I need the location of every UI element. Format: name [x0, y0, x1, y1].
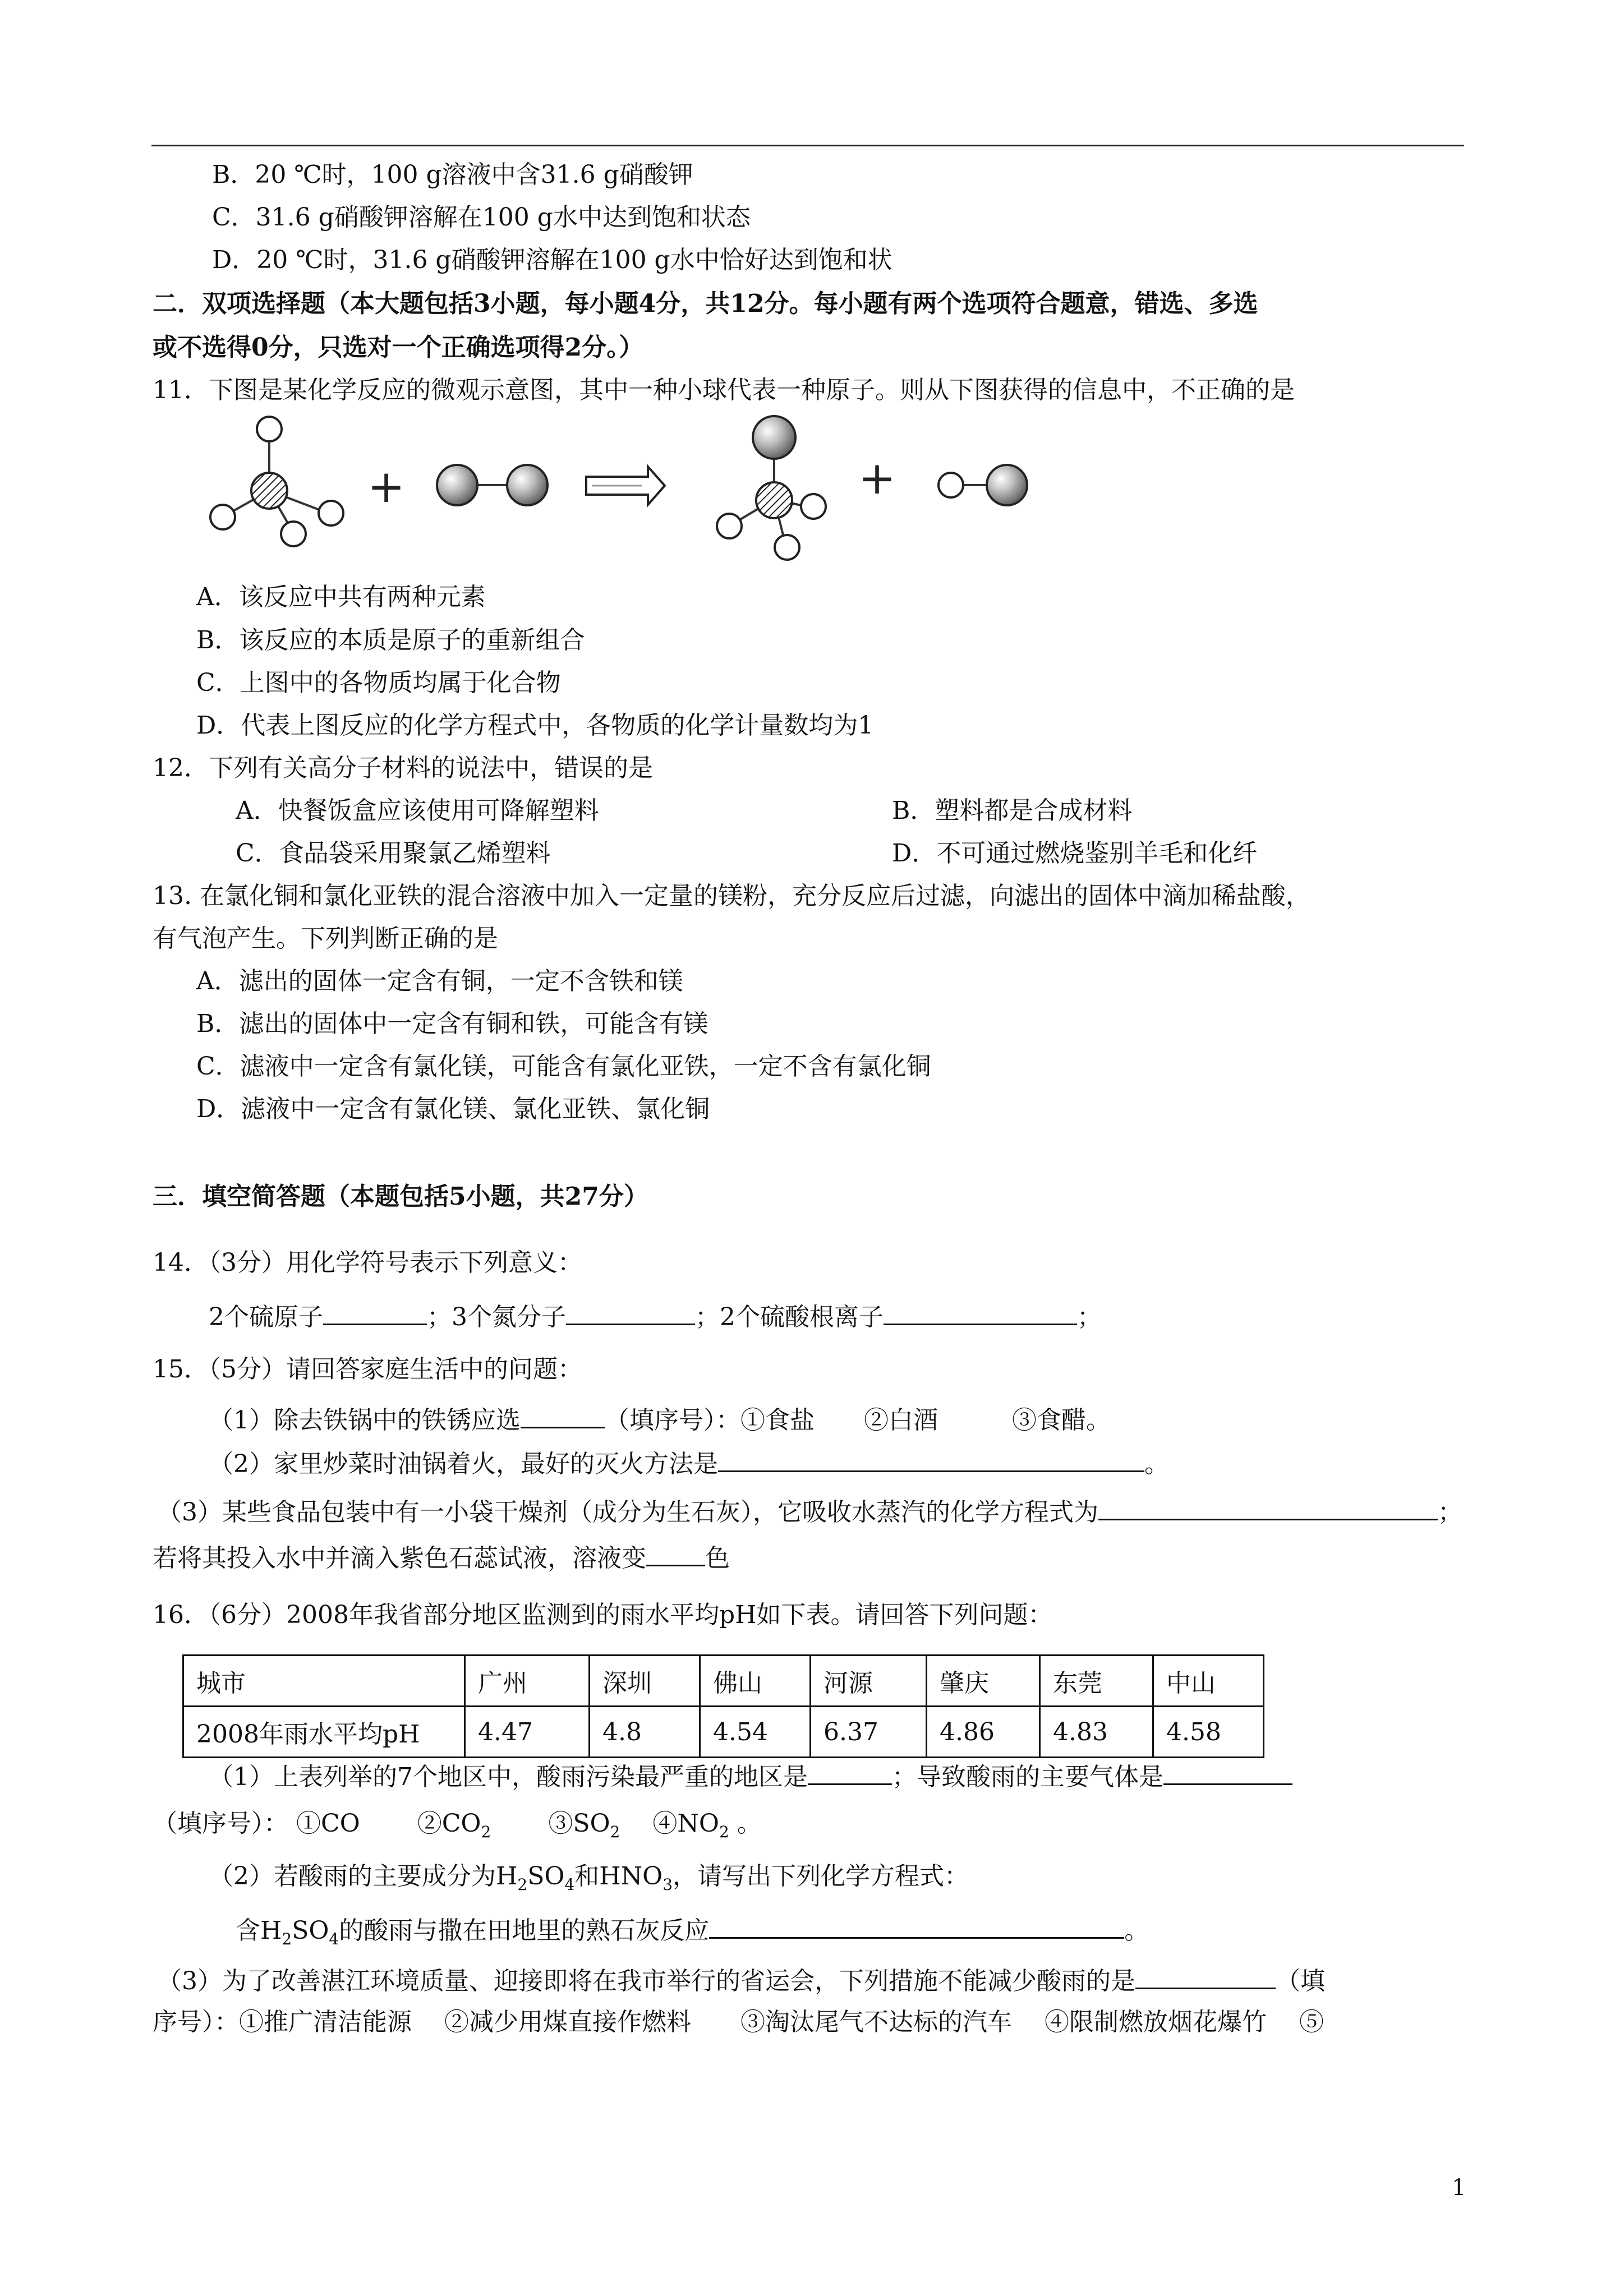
q16-stem: 16．（6分）2008年我省部分地区监测到的雨水平均pH如下表。请回答下列问题：: [153, 1601, 1053, 1629]
table-cell: 4.58: [1153, 1707, 1264, 1758]
q11-option-a: A．该反应中共有两种元素: [196, 583, 486, 611]
q10-option-c: C．31.6 g硝酸钾溶解在100 g水中达到饱和状态: [212, 203, 751, 232]
q16-sub1: [209, 1759, 1292, 1794]
q16-options-end: 。: [737, 1809, 762, 1838]
table-cell: 4.83: [1040, 1707, 1153, 1758]
q11-option-b: B．该反应的本质是原子的重新组合: [196, 626, 585, 654]
q15-sub3-end: ；: [1438, 1498, 1462, 1527]
product-molecule-2: [938, 465, 1027, 505]
q15-blank-4[interactable]: [646, 1540, 705, 1566]
q15-sub3-end2: 色: [705, 1544, 730, 1573]
q13-stem-line1: 13. 在氯化铜和氯化亚铁的混合溶液中加入一定量的镁粉，充分反应后过滤，向滤出的固体中滴加稀盐酸，: [153, 882, 1310, 910]
q15-sub3-text: （3）某些食品包装中有一小袋干燥剂（成分为生石灰），它吸收水蒸汽的化学方程式为: [157, 1498, 1098, 1527]
table-cell: 城市: [183, 1656, 465, 1707]
section2-title-line2: 或不选得0分，只选对一个正确选项得2分。）: [153, 333, 644, 362]
table-header-row: [183, 1656, 1264, 1707]
q16-sub3: [157, 1963, 1325, 1998]
q13-option-b: B．滤出的固体中一定含有铜和铁，可能含有镁: [196, 1009, 709, 1038]
q11-stem: 11．下图是某化学反应的微观示意图，其中一种小球代表一种原子。则从下图获得的信息中，不正确的是: [153, 376, 1295, 404]
table-cell: 东莞: [1040, 1656, 1153, 1707]
plus-sign-1: +: [367, 460, 406, 513]
q14-line: [209, 1299, 1102, 1334]
header-rule: [151, 145, 1464, 146]
q13-option-d: D．滤液中一定含有氯化镁、氯化亚铁、氯化铜: [196, 1095, 710, 1123]
table-cell: 深圳: [590, 1656, 700, 1707]
q14-blank-1[interactable]: [323, 1299, 427, 1325]
q14-part3: ；2个硫酸根离子: [695, 1303, 884, 1331]
q15-stem: 15．（5分）请回答家庭生活中的问题：: [153, 1355, 582, 1384]
q13-option-a: A．滤出的固体一定含有铜，一定不含铁和镁: [196, 967, 683, 995]
q15-sub3-cont: [153, 1540, 730, 1575]
table-cell: 2008年雨水平均pH: [183, 1707, 465, 1758]
q15-blank-2[interactable]: [718, 1446, 1144, 1472]
table-cell: 4.86: [927, 1707, 1040, 1758]
q15-sub2-text: （2）家里炒菜时油锅着火，最好的灭火方法是: [209, 1450, 718, 1478]
q10-option-b: B．20 ℃时，100 g溶液中含31.6 g硝酸钾: [212, 160, 693, 189]
reactant-molecule-1: [210, 417, 343, 546]
q14-part1: 2个硫原子: [209, 1303, 323, 1331]
q12-option-b: B．塑料都是合成材料: [892, 796, 1133, 825]
q15-sub2-end: 。: [1144, 1450, 1169, 1478]
q16-sub2-equation: 含$H_2SO_4$的酸雨与撒在田地里的熟石灰反应 。: [236, 1912, 1149, 1956]
table-cell: 中山: [1153, 1656, 1264, 1707]
product-molecule-1: [717, 416, 826, 560]
q16-option-2: $②CO_2$: [417, 1809, 491, 1841]
q12-option-d: D．不可通过燃烧鉴别羊毛和化纤: [892, 839, 1258, 868]
q11-option-d: D．代表上图反应的化学方程式中，各物质的化学计量数均为1: [196, 711, 874, 740]
q16-options-label: （填序号）：: [153, 1809, 288, 1838]
q10-option-d: D．20 ℃时，31.6 g硝酸钾溶解在100 g水中恰好达到饱和状: [212, 246, 892, 274]
q16-sub1-text: （1）上表列举的7个地区中，酸雨污染最严重的地区是: [209, 1763, 808, 1791]
q16-blank-4[interactable]: [1135, 1963, 1276, 1989]
q14-end: ；: [1077, 1303, 1102, 1331]
table-cell: 6.37: [811, 1707, 927, 1758]
q16-option-3: $③SO_2$: [548, 1809, 620, 1841]
q16-blank-1[interactable]: [808, 1759, 892, 1785]
q12-option-c: C．食品袋采用聚氯乙烯塑料: [236, 839, 551, 868]
q16-sub3-options: 序号）：①推广清洁能源 ②减少用煤直接作燃料 ③淘汰尾气不达标的汽车 ④限制燃放烟花爆竹 ⑤: [153, 2008, 1324, 2036]
q16-sub2: （2）若酸雨的主要成分为$H_2SO_4$和$HNO_3$，请写出下列化学方程式：: [209, 1862, 969, 1894]
q14-blank-2[interactable]: [566, 1299, 695, 1325]
q13-stem-line2: 有气泡产生。下列判断正确的是: [153, 924, 498, 953]
q15-sub2: [209, 1446, 1169, 1481]
q15-blank-1[interactable]: [521, 1402, 605, 1428]
q16-blank-3[interactable]: [709, 1912, 1124, 1939]
q15-sub1-options: （填序号）：①食盐 ②白酒 ③食醋。: [605, 1406, 1111, 1435]
q16-sub1-text2: ；导致酸雨的主要气体是: [892, 1763, 1163, 1791]
q16-sub3-text2: （填: [1276, 1967, 1325, 1995]
q15-sub3-text2: 若将其投入水中并滴入紫色石蕊试液，溶液变: [153, 1544, 646, 1573]
q15-blank-3[interactable]: [1098, 1494, 1438, 1520]
table-cell: 佛山: [700, 1656, 811, 1707]
table-cell: 广州: [465, 1656, 590, 1707]
table-cell: 4.47: [465, 1707, 590, 1758]
page-number: 1: [1452, 2175, 1466, 2201]
table-cell: 4.54: [700, 1707, 811, 1758]
q14-blank-3[interactable]: [884, 1299, 1077, 1325]
reaction-diagram: [199, 404, 1097, 572]
q14-part2: ；3个氮分子: [427, 1303, 566, 1331]
q16-option-1: ①CO: [296, 1809, 360, 1838]
reactant-molecule-2: [437, 465, 548, 505]
table-cell: 肇庆: [927, 1656, 1040, 1707]
q16-option-4: $④NO_2$: [652, 1809, 729, 1841]
section2-title-line1: 二．双项选择题（本大题包括3小题，每小题4分，共12分。每小题有两个选项符合题意，错选、多选: [153, 289, 1258, 318]
reaction-arrow: [586, 467, 665, 505]
rain-ph-table: [182, 1654, 1264, 1758]
q12-option-a: A．快餐饭盒应该使用可降解塑料: [236, 796, 599, 825]
q14-stem: 14．（3分）用化学符号表示下列意义：: [153, 1248, 582, 1277]
q16-sub1-options: [153, 1807, 762, 1849]
q13-option-c: C．滤液中一定含有氯化镁，可能含有氯化亚铁，一定不含有氯化铜: [196, 1052, 931, 1081]
table-row: [183, 1707, 1264, 1758]
q15-sub1-text: （1）除去铁锅中的铁锈应选: [209, 1406, 521, 1435]
plus-sign-2: +: [858, 452, 896, 504]
q12-stem: 12．下列有关高分子材料的说法中，错误的是: [153, 754, 653, 782]
section3-title: 三．填空简答题（本题包括5小题，共27分）: [153, 1182, 648, 1211]
table-cell: 4.8: [590, 1707, 700, 1758]
table-cell: 河源: [811, 1656, 927, 1707]
q16-blank-2[interactable]: [1163, 1759, 1292, 1785]
q11-option-c: C．上图中的各物质均属于化合物: [196, 668, 561, 697]
q16-sub3-text: （3）为了改善湛江环境质量、迎接即将在我市举行的省运会，下列措施不能减少酸雨的是: [157, 1967, 1135, 1995]
q15-sub1: [209, 1402, 1111, 1437]
q15-sub3: [157, 1494, 1462, 1529]
